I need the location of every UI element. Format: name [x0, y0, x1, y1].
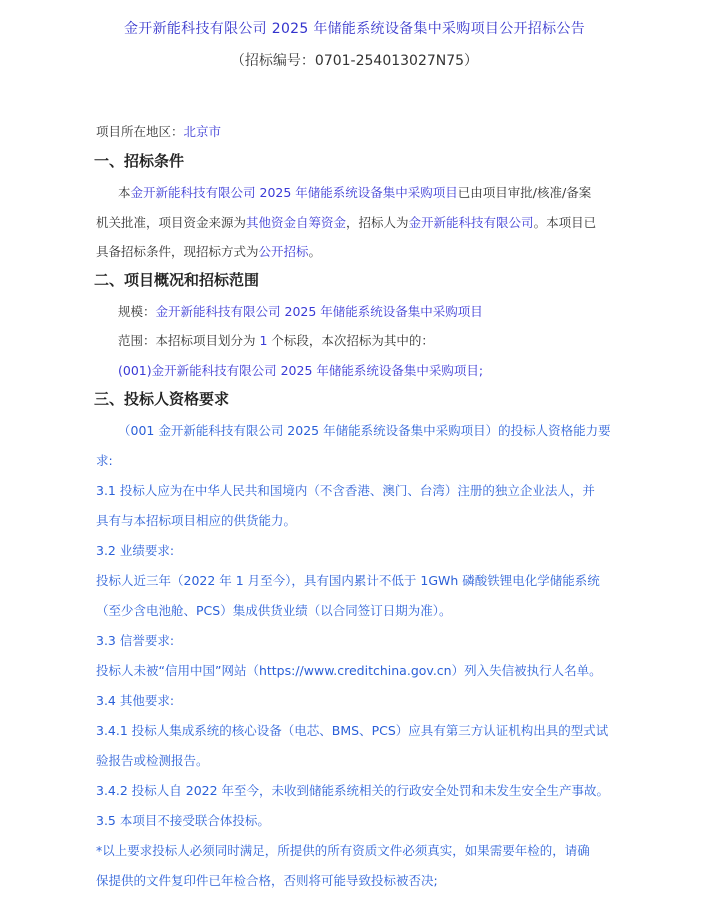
project-scope — [118, 331, 434, 349]
section3-heading: 三、投标人资格要求 — [94, 390, 230, 408]
text: 个标段，本次招标为其中的： — [267, 333, 434, 348]
requirements-intro-line2: 求: — [96, 453, 113, 468]
section1-paragraph-line3 — [96, 242, 321, 260]
requirement-3-5: 3.5 本项目不接受联合体投标。 — [96, 813, 270, 828]
fund-source: 其他资金自筹资金 — [246, 215, 347, 230]
text: ，招标人为 — [346, 215, 409, 230]
section1-paragraph-line1 — [118, 183, 591, 201]
tenderer-name: 金开新能科技有限公司 — [408, 215, 534, 230]
text: 本 — [118, 185, 131, 200]
text: 。本项目已 — [533, 215, 597, 230]
requirement-3-3-line1: 投标人未被“信用中国”网站（https://www.creditchina.gov.cn）列入失信被执行人名单。 — [96, 663, 602, 678]
lot-count: 1 — [259, 333, 268, 348]
project-name: 金开新能科技有限公司 2025 年储能系统设备集中采购项目 — [130, 185, 458, 200]
lot-item: (001)金开新能科技有限公司 2025 年储能系统设备集中采购项目; — [118, 363, 484, 378]
requirements-note-line2: 保提供的文件复印件已年检合格，否则将可能导致投标被否决; — [96, 873, 438, 888]
scale-value: 金开新能科技有限公司 2025 年储能系统设备集中采购项目 — [155, 304, 483, 319]
text: 具备招标条件，现招标方式为 — [96, 244, 259, 259]
requirements-intro-line1: （001 金开新能科技有限公司 2025 年储能系统设备集中采购项目）的投标人资格能力要 — [118, 423, 611, 438]
text: 已由项目审批/核准/备案 — [457, 185, 592, 200]
section2-heading: 二、项目概况和招标范围 — [94, 271, 260, 289]
requirement-3-4-1-line2: 验报告或检测报告。 — [96, 753, 209, 768]
requirement-3-2-line2: （至少含电池舱、PCS）集成供货业绩（以合同签订日期为准）。 — [96, 603, 452, 618]
section1-heading: 一、招标条件 — [94, 152, 185, 170]
project-location — [96, 122, 221, 140]
requirement-3-1-line1: 3.1 投标人应为在中华人民共和国境内（不含香港、澳门、台湾）注册的独立企业法人，并 — [96, 483, 595, 498]
text: 范围：本招标项目划分为 — [118, 333, 260, 348]
text: 。 — [308, 244, 322, 259]
section1-paragraph-line2 — [96, 213, 596, 231]
text: 机关批准，项目资金来源为 — [96, 215, 247, 230]
requirement-3-4-heading: 3.4 其他要求: — [96, 693, 175, 708]
requirements-note-line1: *以上要求投标人必须同时满足，所提供的所有资质文件必须真实，如果需要年检的，请确 — [96, 843, 590, 858]
requirement-3-4-1-line1: 3.4.1 投标人集成系统的核心设备（电芯、BMS、PCS）应具有第三方认证机构出具的型式试 — [96, 723, 609, 738]
requirement-3-2-line1: 投标人近三年（2022 年 1 月至今），具有国内累计不低于 1GWh 磷酸铁锂电化学储能系统 — [96, 573, 600, 588]
requirement-3-3-heading: 3.3 信誉要求: — [96, 633, 175, 648]
requirement-3-2-heading: 3.2 业绩要求: — [96, 543, 175, 558]
page-title: 金开新能科技有限公司 2025 年储能系统设备集中采购项目公开招标公告 — [123, 21, 586, 37]
bid-number: （招标编号：0701-254013027N75） — [230, 53, 479, 69]
tender-method: 公开招标 — [258, 244, 309, 259]
scale-label: 规模： — [118, 304, 156, 319]
requirement-3-1-line2: 具有与本招标项目相应的供货能力。 — [96, 513, 297, 528]
project-scale — [118, 302, 483, 320]
location-label: 项目所在地区： — [96, 124, 184, 139]
location-value: 北京市 — [183, 124, 222, 139]
requirement-3-4-2: 3.4.2 投标人自 2022 年至今，未收到储能系统相关的行政安全处罚和未发生安全生产事故。 — [96, 783, 610, 798]
